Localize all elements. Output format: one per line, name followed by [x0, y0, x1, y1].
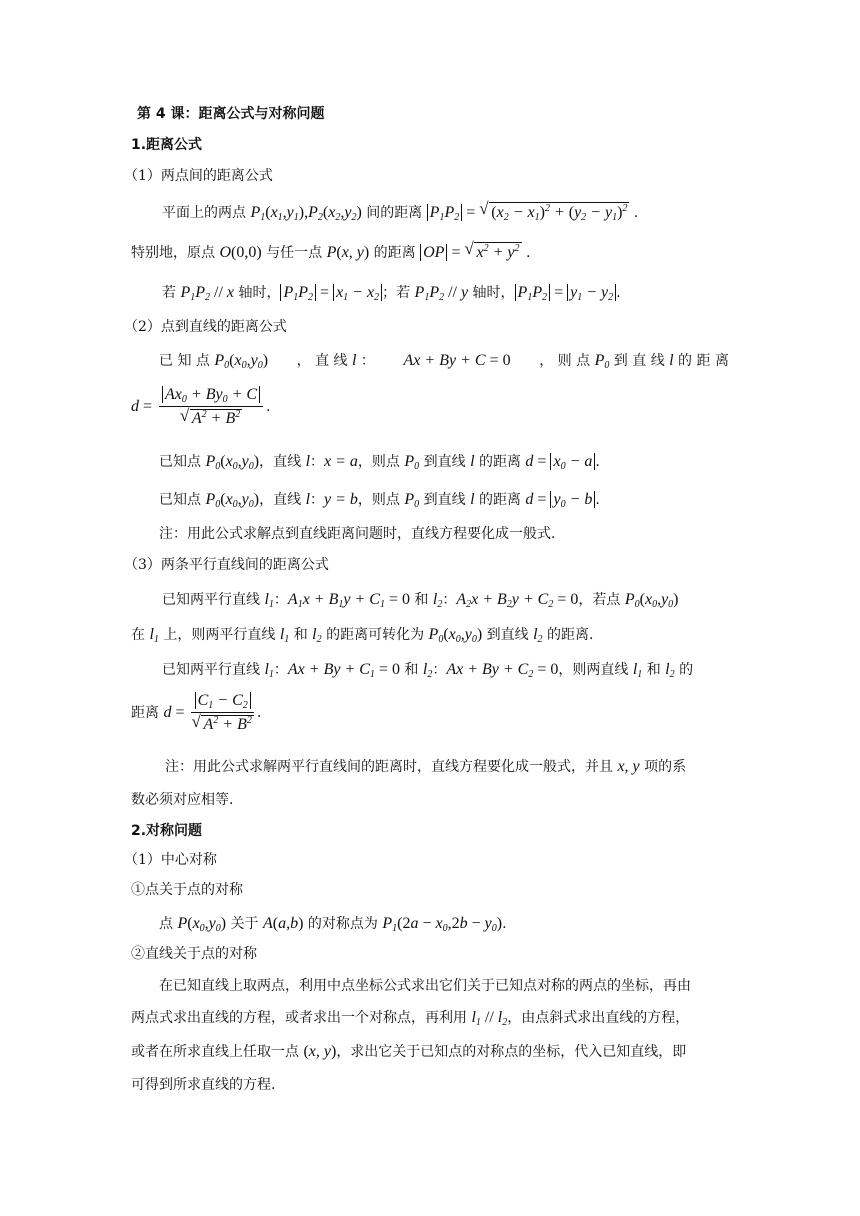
subsection-two-point-distance: （1）两点间的距离公式	[124, 168, 273, 184]
page-title: 第 4 课：距离公式与对称问题	[137, 106, 325, 122]
horizontal-line-distance: 已知点 $P_0(x_0,y_0)$，直线 l：y = b，则点 $P_0$ 到直线 l 的距离 $d = y_0 - b$ .	[159, 491, 600, 510]
parallel-lines-formula: 距离 d = $C_1 - C_2$ √ $A^2 + B^2$ .	[131, 692, 262, 733]
parallel-lines-intro: 已知两平行直线 $l_1$：$A_1x + B_1y + C_1 = 0$ 和 $l_2$：$A_2x + B_2y + C_2 = 0$，若点 $P_0(x_0,y_0)$	[162, 591, 679, 610]
paragraph-line-3: 或者在所求直线上任取一点 (x, y)，求出它关于已知点的对称点的坐标，代入已知直线，即	[131, 1043, 687, 1060]
section-1-heading: 1.距离公式	[131, 137, 203, 153]
vertical-line-distance: 已知点 $P_0(x_0,y_0)$，直线 l：x = a，则点 $P_0$ 到直线 l 的距离 $d = x_0 - a$ .	[159, 453, 600, 472]
section-2-heading: 2.对称问题	[131, 823, 203, 839]
subsection-point-line-distance: （2）点到直线的距离公式	[124, 319, 287, 335]
point-line-intro: 已 知 点 $P_0(x_0,y_0)$ ， 直 线 l ： Ax + By + C = 0 ， 则 点 $P_0$ 到 直 线 l 的 距 离	[159, 352, 729, 371]
point-line-formula: d = $Ax_0 + By_0 + C$ √ $A^2 + B^2$ .	[131, 386, 271, 427]
two-point-formula-line: 平面上的两点 $P_1(x_1,y_1),P_2(x_2,y_2)$ 间的距离 $P_1P_2$ = √ $(x_2 - x_1)^2 + (y_2 - y_1)^2$ .	[162, 199, 639, 223]
line-about-point-heading: ②直线关于点的对称	[131, 946, 257, 962]
paragraph-line-1: 在已知直线上取两点，利用中点坐标公式求出它们关于已知点对称的两点的坐标，再由	[159, 978, 691, 994]
paragraph-line-2: 两点式求出直线的方程，或者求出一个对称点，再利用 $l_1 // l_2$，由点斜式求出直线的方程，	[131, 1009, 690, 1028]
note-point-line: 注：用此公式求解点到直线距离问题时，直线方程要化成一般式.	[159, 526, 556, 542]
subsection-central-symmetry: （1）中心对称	[124, 852, 217, 868]
subsection-parallel-lines: （3）两条平行直线间的距离公式	[124, 557, 329, 573]
origin-distance-line: 特别地，原点 O(0,0) 与任一点 P(x, y) 的距离 OP = √ $x^2 + y^2$ .	[131, 239, 531, 261]
point-about-point-heading: ①点关于点的对称	[131, 882, 243, 898]
parallel-lines-general: 已知两平行直线 $l_1$：$Ax + By + C_1 = 0$ 和 $l_2$：$Ax + By + C_2 = 0$，则两直线 $l_1$ 和 $l_2$ 的	[162, 661, 694, 680]
parallel-axis-line: 若 $P_1P_2$ // x 轴时， $P_1P_2 = x_1 - x_2$ ；若 $P_1P_2$ // y 轴时， $P_1P_2 = y_1 - y_2$ .	[162, 284, 621, 303]
point-symmetry-formula: 点 $P(x_0,y_0)$ 关于 A(a,b) 的对称点为 $P_1(2a - x_0,2b - y_0)$.	[159, 915, 507, 934]
parallel-lines-conversion: 在 $l_1$ 上，则两平行直线 $l_1$ 和 $l_2$ 的距离可转化为 $P_0(x_0,y_0)$ 到直线 $l_2$ 的距离.	[131, 626, 594, 645]
paragraph-line-4: 可得到所求直线的方程.	[131, 1077, 276, 1093]
note-parallel-lines-cont: 数必须对应相等.	[131, 792, 234, 808]
note-parallel-lines: 注：用此公式求解两平行直线间的距离时，直线方程要化成一般式，并且 x, y 项的系	[165, 758, 687, 775]
